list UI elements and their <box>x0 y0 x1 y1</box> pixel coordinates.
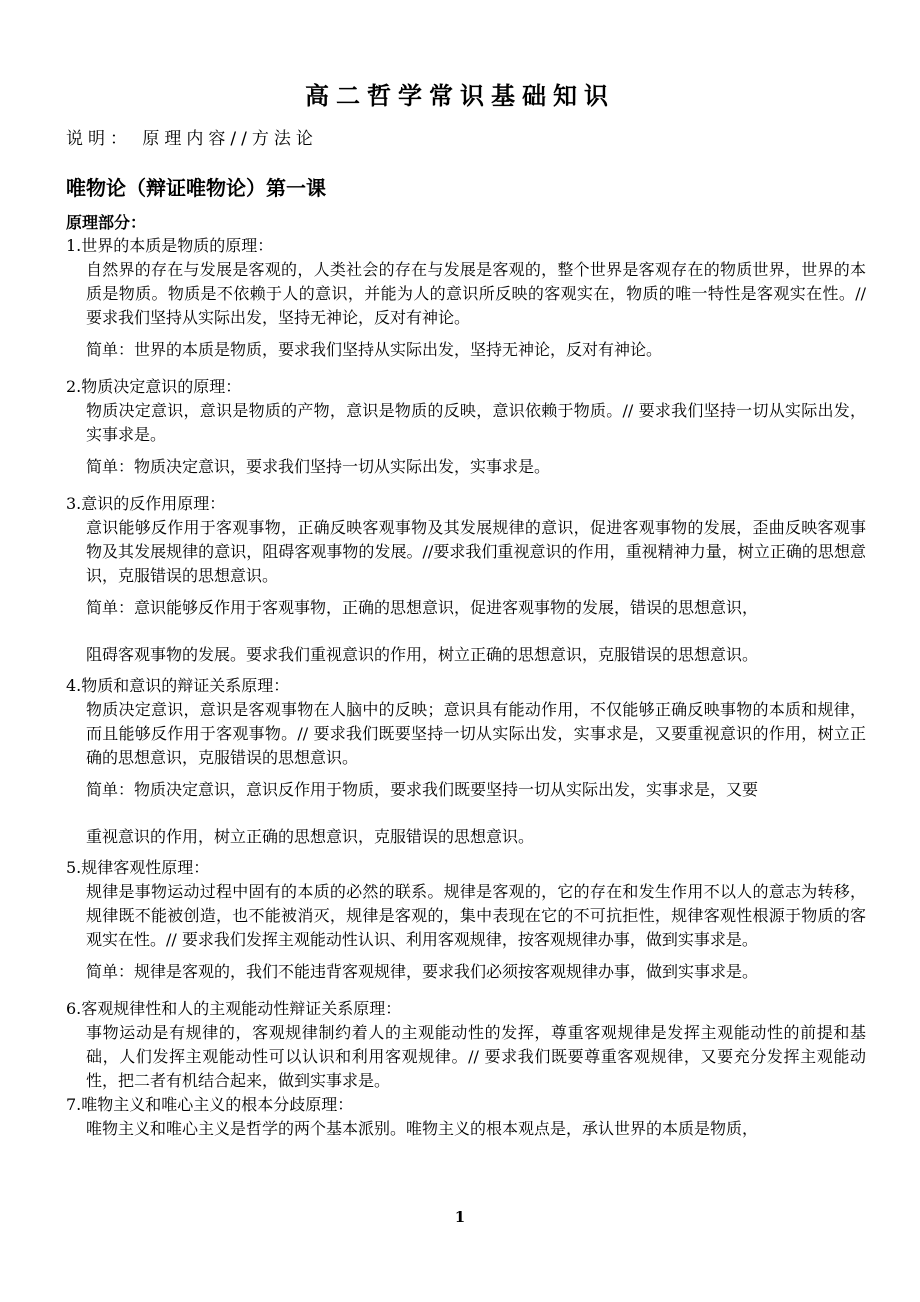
summary-line: 简单：物质决定意识，要求我们坚持一切从实际出发，实事求是。 <box>86 457 551 476</box>
page-title: 高二哲学常识基础知识 <box>305 82 615 110</box>
principle-summary <box>86 596 866 666</box>
summary-line-continued: 阻碍客观事物的发展。要求我们重视意识的作用，树立正确的思想意识，克服错误的思想意识。 <box>86 645 759 664</box>
principle-title: 5.规律客观性原理： <box>66 858 210 877</box>
section-label: 原理部分： <box>66 213 147 232</box>
principle-body: 意识能够反作用于客观事物，正确反映客观事物及其发展规律的意识，促进客观事物的发展，歪曲反映客观事物及其发展规律的意识，阻碍客观事物的发展。//要求我们重视意识的作用，重视精神力量，树立正确的思想意识，克服错误的思想意识。 <box>86 518 866 585</box>
principle-summary <box>86 960 866 983</box>
principle-title: 3.意识的反作用原理： <box>66 494 226 513</box>
principle-body: 物质决定意识，意识是物质的产物，意识是物质的反映，意识依赖于物质。// 要求我们坚持一切从实际出发，实事求是。 <box>86 401 866 444</box>
principle-summary <box>86 778 866 848</box>
principle-title: 1.世界的本质是物质的原理： <box>66 236 274 255</box>
summary-line: 简单：世界的本质是物质，要求我们坚持从实际出发，坚持无神论，反对有神论。 <box>86 340 663 359</box>
principle-item-5 <box>66 856 866 983</box>
principle-item-6 <box>66 997 866 1093</box>
principle-item-4 <box>66 674 866 848</box>
principle-title: 7.唯物主义和唯心主义的根本分歧原理： <box>66 1095 354 1114</box>
principle-item-1 <box>66 234 866 361</box>
principle-item-2 <box>66 375 866 478</box>
summary-line: 简单：物质决定意识，意识反作用于物质，要求我们既要坚持一切从实际出发，实事求是，又要 <box>86 780 759 799</box>
principle-body: 事物运动是有规律的，客观规律制约着人的主观能动性的发挥，尊重客观规律是发挥主观能动性的前提和基础，人们发挥主观能动性可以认识和利用客观规律。// 要求我们既要尊重客观规律，又要充分发挥主观能动性，把二者有机结合起来，做到实事求是。 <box>86 1023 866 1090</box>
principle-body: 规律是事物运动过程中固有的本质的必然的联系。规律是客观的，它的存在和发生作用不以人的意志为转移，规律既不能被创造，也不能被消灭，规律是客观的，集中表现在它的不可抗拒性，规律客观性根源于物质的客观实在性。// 要求我们发挥主观能动性认识、利用客观规律，按客观规律办事，做到实事求是。 <box>86 882 866 949</box>
summary-line-continued: 重视意识的作用，树立正确的思想意识，克服错误的思想意识。 <box>86 827 535 846</box>
content-body <box>66 234 866 1141</box>
summary-line: 简单：意识能够反作用于客观事物，正确的思想意识，促进客观事物的发展，错误的思想意识， <box>86 598 759 617</box>
principle-item-3 <box>66 492 866 666</box>
principle-summary <box>86 455 866 478</box>
principle-item-7 <box>66 1093 866 1141</box>
principle-body: 唯物主义和唯心主义是哲学的两个基本派别。唯物主义的根本观点是，承认世界的本质是物质， <box>86 1119 759 1138</box>
principle-title: 6.客观规律性和人的主观能动性辩证关系原理： <box>66 999 402 1018</box>
note-line: 说明： 原理内容//方法论 <box>66 129 318 149</box>
principle-title: 4.物质和意识的辩证关系原理： <box>66 676 290 695</box>
principle-title: 2.物质决定意识的原理： <box>66 377 242 396</box>
principle-summary <box>86 338 866 361</box>
principle-body: 物质决定意识，意识是客观事物在人脑中的反映；意识具有能动作用，不仅能够正确反映事物的本质和规律，而且能够反作用于客观事物。// 要求我们既要坚持一切从实际出发，实事求是，又要重视意识的作用，树立正确的思想意识，克服错误的思想意识。 <box>86 700 866 767</box>
summary-line: 简单：规律是客观的，我们不能违背客观规律，要求我们必须按客观规律办事，做到实事求是。 <box>86 962 759 981</box>
principle-body: 自然界的存在与发展是客观的，人类社会的存在与发展是客观的，整个世界是客观存在的物质世界，世界的本质是物质。物质是不依赖于人的意识，并能为人的意识所反映的客观实在，物质的唯一特性是客观实在性。// 要求我们坚持从实际出发，坚持无神论，反对有神论。 <box>86 260 866 327</box>
lesson-heading: 唯物论（辩证唯物论）第一课 <box>66 176 326 200</box>
page-number: 1 <box>454 1208 466 1226</box>
